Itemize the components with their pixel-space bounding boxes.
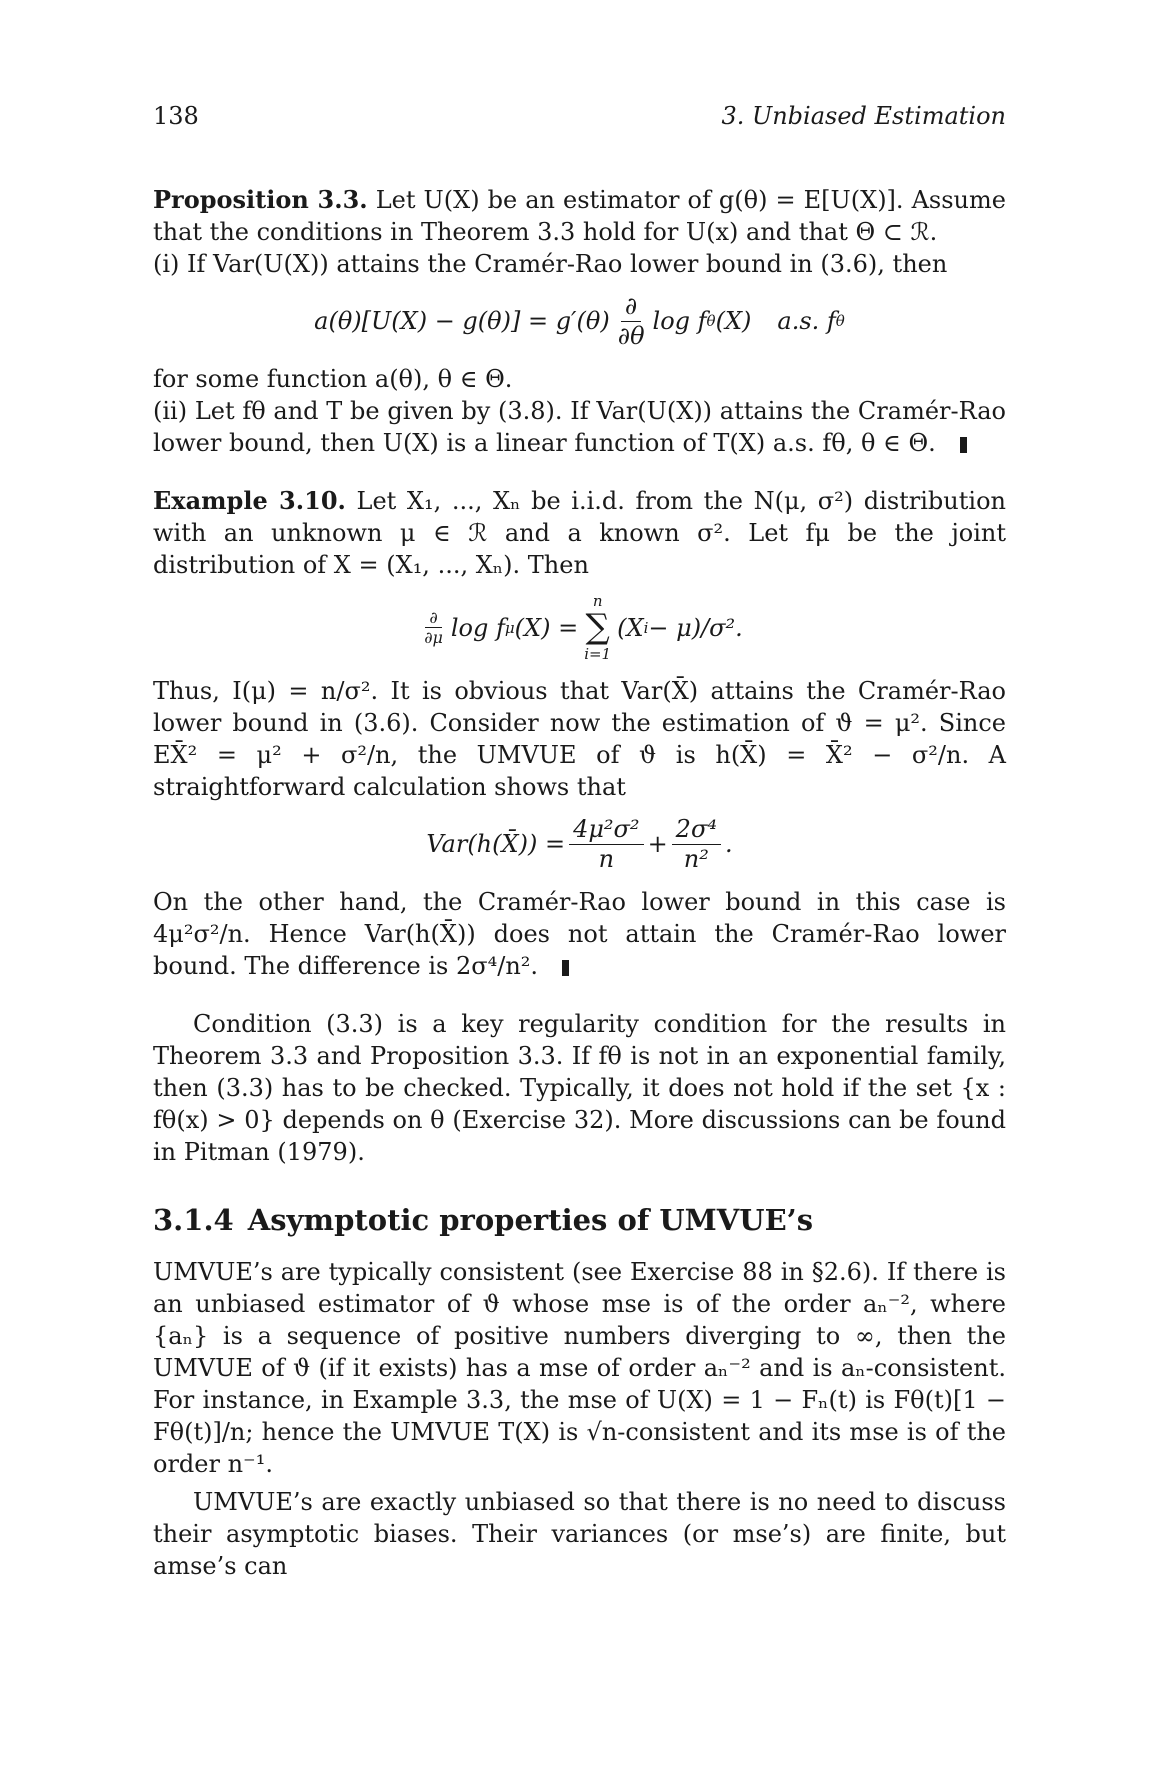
proposition-part-i: (i) If Var(U(X)) attains the Cramér-Rao lower bound in (3.6), then: [153, 250, 948, 278]
chapter-title: 3. Unbiased Estimation: [721, 102, 1006, 130]
example-label: Example 3.10.: [153, 485, 346, 515]
example-intro: [153, 485, 1006, 581]
fraction-numerator: 4μ²σ²: [569, 815, 644, 845]
partial-fraction: [614, 292, 649, 351]
equation-lhs-arg: (X) =: [514, 613, 579, 642]
equation-variance: [153, 815, 1006, 874]
section-heading: [153, 1202, 1006, 1238]
condition-paragraph: Condition (3.3) is a key regularity condition for the results in Theorem 3.3 and Proposition 3.3. If fθ is not in an exponential family, then (3.3) has to be checked. Typically, it does not hold if the set {x : fθ(x) > 0} depends on θ (Exercise 32). More discussions can be found in Pitman (1979).: [153, 1009, 1006, 1166]
condition-block: [153, 1008, 1006, 1168]
equation-left: a(θ)[U(X) − g(θ)] = g′(θ): [314, 307, 610, 336]
sum-lower-limit: i=1: [584, 645, 612, 664]
plus-sign: +: [647, 830, 668, 859]
section-number: 3.1.4: [153, 1202, 234, 1237]
proposition-label: Proposition 3.3.: [153, 185, 368, 214]
example-intro-text: Let X₁, ..., Xₙ be i.i.d. from the N(μ, σ²) distribution with an unknown μ ∈ ℛ and a known σ². Let fμ be the joint distribution of X = (X₁, ..., Xₙ). Then: [153, 486, 1006, 579]
fraction-denominator: ∂μ: [424, 628, 443, 648]
page-number: 138: [153, 102, 199, 130]
example-para-3: [153, 886, 1006, 982]
variance-lhs: Var(h(X̄)) =: [426, 830, 566, 859]
running-head: [153, 100, 1006, 132]
section-title: Asymptotic properties of UMVUE’s: [247, 1202, 814, 1237]
qed-mark: [960, 437, 967, 453]
proposition-intro: [153, 184, 1006, 248]
proposition-3-3: [153, 184, 1006, 459]
proposition-part-ii: [153, 395, 1006, 459]
partial-mu-fraction: [420, 608, 447, 647]
proposition-part-ii-text: (ii) Let fθ and T be given by (3.8). If Var(U(X)) attains the Cramér-Rao lower bound, then U(X) is a linear function of T(X) a.s. fθ, θ ∈ Θ.: [153, 396, 1006, 457]
equation-rhs: (X: [617, 613, 644, 642]
example-para-2: Thus, I(μ) = n/σ². It is obvious that Var(X̄) attains the Cramér-Rao lower bound in (3.6). Consider now the estimation of ϑ = μ². Since EX̄² = μ² + σ²/n, the UMVUE of ϑ is h(X̄) = X̄² − σ²/n. A straightforward calculation shows that: [153, 676, 1006, 801]
fraction-denominator: ∂θ: [617, 321, 645, 350]
example-3-10: [153, 485, 1006, 982]
sum-symbol: ∑: [585, 607, 610, 648]
fraction-numerator: ∂: [621, 292, 641, 322]
equation-right: log f: [652, 307, 707, 336]
sum-upper-limit: n: [592, 591, 603, 610]
variance-fraction-1: [569, 815, 644, 874]
proposition-after-equation: for some function a(θ), θ ∈ Θ.: [153, 364, 513, 393]
qed-mark: [562, 960, 569, 976]
page-content: [153, 100, 1006, 1582]
fraction-denominator: n²: [683, 844, 709, 873]
section-para-1: UMVUE’s are typically consistent (see Exercise 88 in §2.6). If there is an unbiased estimator of ϑ whose mse is of the order aₙ⁻², where {aₙ} is a sequence of positive numbers diverging to ∞, then the UMVUE of ϑ (if it exists) has a mse of order aₙ⁻² and is aₙ-consistent. For instance, in Example 3.3, the mse of U(X) = 1 − Fₙ(t) is Fθ(t)[1 − Fθ(t)]/n; hence the UMVUE T(X) is √n-consistent and its mse is of the order n⁻¹.: [153, 1257, 1006, 1478]
equation-right-arg: (X): [715, 307, 752, 336]
section-para-2: UMVUE’s are exactly unbiased so that there is no need to discuss their asymptotic biases. Their variances (or mse’s) are finite, but amse’s can: [153, 1487, 1006, 1580]
equation-score: $\frac{\partial}{\partial\mu}$ log f μ (X) = n ∑ i=1 (X i − μ)/σ².: [153, 593, 1006, 663]
equation-lhs: log f: [450, 613, 505, 642]
variance-fraction-2: [672, 815, 721, 874]
example-para-3-text: On the other hand, the Cramér-Rao lower bound in this case is 4μ²σ²/n. Hence Var(h(X̄)) does not attain the Cramér-Rao lower bound. The difference is 2σ⁴/n².: [153, 887, 1006, 980]
equation-end: .: [724, 830, 733, 859]
summation: [584, 593, 611, 663]
fraction-numerator: ∂: [425, 608, 441, 628]
equation-proposition: a(θ)[U(X) − g(θ)] = g′(θ) $\frac{\partial}{\partial\theta}$ log f θ (X) a.s. f θ: [314, 292, 845, 350]
equation-rhs-end: − μ)/σ².: [648, 613, 743, 642]
equation-as: a.s. f: [777, 307, 836, 336]
fraction-denominator: n: [598, 844, 615, 873]
proposition-intro-text: Let U(X) be an estimator of g(θ) = E[U(X)]. Assume that the conditions in Theorem 3.3 hold for U(x) and that Θ ⊂ ℛ.: [153, 186, 1006, 246]
fraction-numerator: 2σ⁴: [672, 815, 721, 845]
